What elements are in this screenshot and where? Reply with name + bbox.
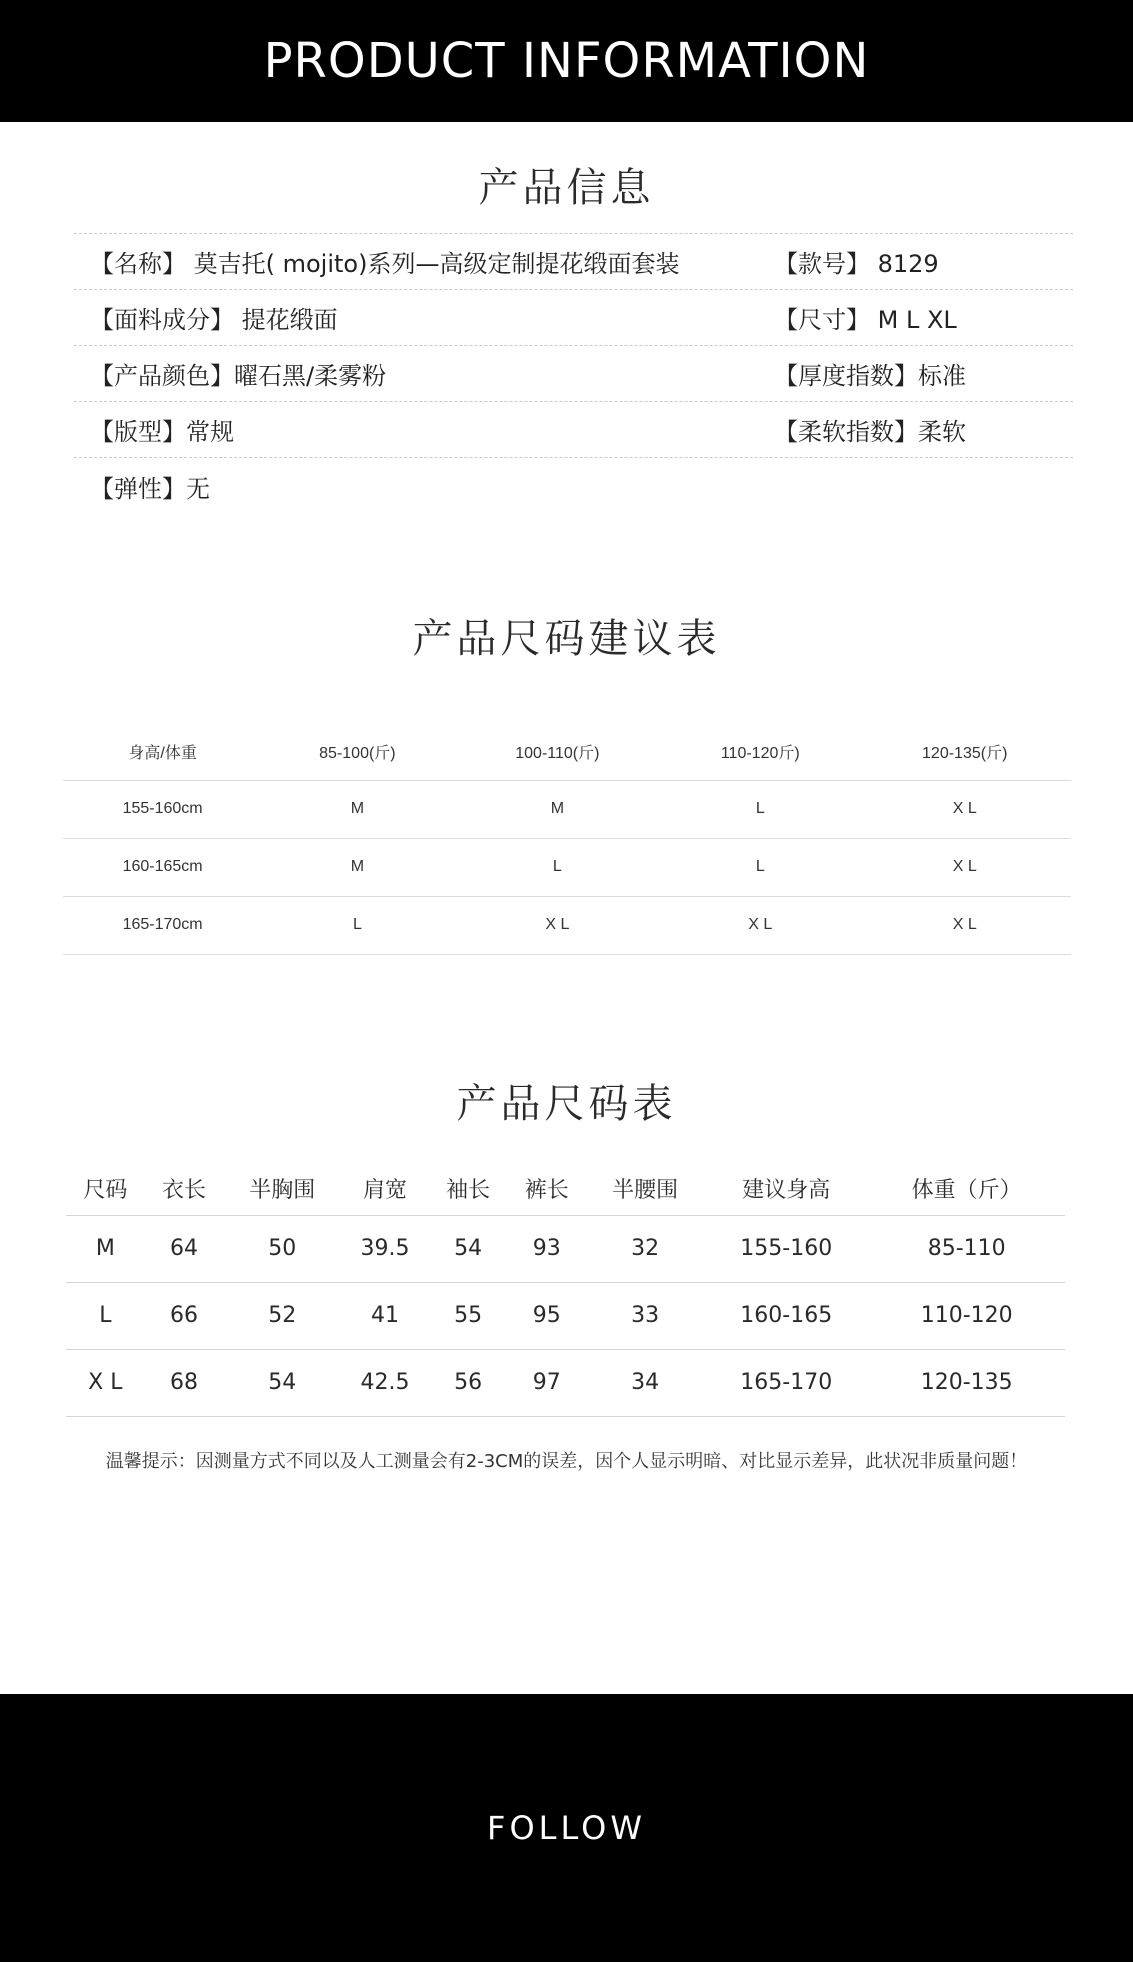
- measurement-note: 温馨提示：因测量方式不同以及人工测量会有2-3CM的误差，因个人显示明暗、对比显示差异，此状况非质量问题！: [105, 1451, 1028, 1472]
- table-cell: M: [66, 1215, 145, 1282]
- table-row: [63, 838, 1071, 896]
- table-cell: L: [662, 838, 858, 896]
- table-row: [66, 1349, 1065, 1416]
- table-cell: 165-170: [704, 1349, 868, 1416]
- info-name: 【名称】 莫吉托( mojito)系列—高级定制提花缎面套装: [90, 250, 680, 278]
- header-cell: 衣长: [145, 1163, 224, 1215]
- follow-label: FOLLOW: [487, 1809, 646, 1847]
- table-cell: 85-110: [868, 1215, 1065, 1282]
- footer-banner: [0, 1694, 1133, 1962]
- header-cell: 建议身高: [704, 1163, 868, 1215]
- table-row: [63, 780, 1071, 838]
- header-cell: 身高/体重: [63, 724, 262, 780]
- table-cell: X L: [858, 838, 1071, 896]
- header-cell: 裤长: [507, 1163, 586, 1215]
- info-row: [74, 234, 1073, 290]
- info-row: [74, 290, 1073, 346]
- table-cell: 54: [429, 1215, 508, 1282]
- header-cell: 100-110(斤): [453, 724, 663, 780]
- table-cell: 97: [507, 1349, 586, 1416]
- table-header-row: [63, 724, 1071, 780]
- header-cell: 半胸围: [223, 1163, 341, 1215]
- header-title: PRODUCT INFORMATION: [263, 33, 870, 89]
- table-cell: 68: [145, 1349, 224, 1416]
- table-cell: X L: [858, 780, 1071, 838]
- table-cell: X L: [453, 896, 663, 954]
- table-cell: L: [662, 780, 858, 838]
- table-row: [66, 1282, 1065, 1349]
- table-cell: 39.5: [341, 1215, 429, 1282]
- table-cell: 34: [586, 1349, 704, 1416]
- sizes-title: 产品尺码表: [456, 1081, 677, 1127]
- info-fabric: 【面料成分】 提花缎面: [90, 306, 338, 334]
- table-cell: 33: [586, 1282, 704, 1349]
- table-cell: 54: [223, 1349, 341, 1416]
- table-cell: 165-170cm: [63, 896, 262, 954]
- table-row: [66, 1215, 1065, 1282]
- table-cell: L: [66, 1282, 145, 1349]
- info-elasticity: 【弹性】无: [90, 474, 210, 503]
- info-size: 【尺寸】 M L XL: [774, 306, 957, 334]
- table-cell: M: [262, 780, 452, 838]
- table-cell: 120-135: [868, 1349, 1065, 1416]
- table-cell: 52: [223, 1282, 341, 1349]
- header-cell: 肩宽: [341, 1163, 429, 1215]
- table-cell: L: [262, 896, 452, 954]
- table-cell: M: [262, 838, 452, 896]
- product-info-list: [74, 233, 1073, 514]
- info-row: [74, 402, 1073, 458]
- table-cell: 42.5: [341, 1349, 429, 1416]
- header-cell: 110-120斤): [662, 724, 858, 780]
- header-cell: 袖长: [429, 1163, 508, 1215]
- suggest-title: 产品尺码建议表: [412, 616, 721, 662]
- size-chart-table: [66, 1163, 1065, 1417]
- table-cell: X L: [662, 896, 858, 954]
- info-fit: 【版型】常规: [90, 418, 234, 446]
- table-header-row: [66, 1163, 1065, 1215]
- header-cell: 85-100(斤): [262, 724, 452, 780]
- table-cell: 66: [145, 1282, 224, 1349]
- table-cell: 55: [429, 1282, 508, 1349]
- table-cell: 155-160cm: [63, 780, 262, 838]
- info-row: [74, 346, 1073, 402]
- table-cell: 110-120: [868, 1282, 1065, 1349]
- table-cell: 56: [429, 1349, 508, 1416]
- header-cell: 120-135(斤): [858, 724, 1071, 780]
- table-cell: 32: [586, 1215, 704, 1282]
- table-cell: 160-165: [704, 1282, 868, 1349]
- header-cell: 半腰围: [586, 1163, 704, 1215]
- table-cell: 64: [145, 1215, 224, 1282]
- table-row: [63, 896, 1071, 954]
- header-banner: [0, 0, 1133, 122]
- table-cell: L: [453, 838, 663, 896]
- table-cell: 160-165cm: [63, 838, 262, 896]
- table-cell: 155-160: [704, 1215, 868, 1282]
- table-cell: 41: [341, 1282, 429, 1349]
- info-thickness: 【厚度指数】标准: [774, 362, 966, 390]
- size-suggestion-table: [63, 724, 1071, 955]
- table-cell: X L: [66, 1349, 145, 1416]
- table-cell: 95: [507, 1282, 586, 1349]
- table-cell: 50: [223, 1215, 341, 1282]
- info-title: 产品信息: [478, 165, 655, 211]
- info-color: 【产品颜色】曜石黑/柔雾粉: [90, 362, 387, 390]
- table-cell: M: [453, 780, 663, 838]
- info-softness: 【柔软指数】柔软: [774, 418, 966, 446]
- header-cell: 体重（斤）: [868, 1163, 1065, 1215]
- info-row: [74, 458, 1073, 514]
- header-cell: 尺码: [66, 1163, 145, 1215]
- table-cell: 93: [507, 1215, 586, 1282]
- table-cell: X L: [858, 896, 1071, 954]
- info-style-number: 【款号】 8129: [774, 250, 939, 278]
